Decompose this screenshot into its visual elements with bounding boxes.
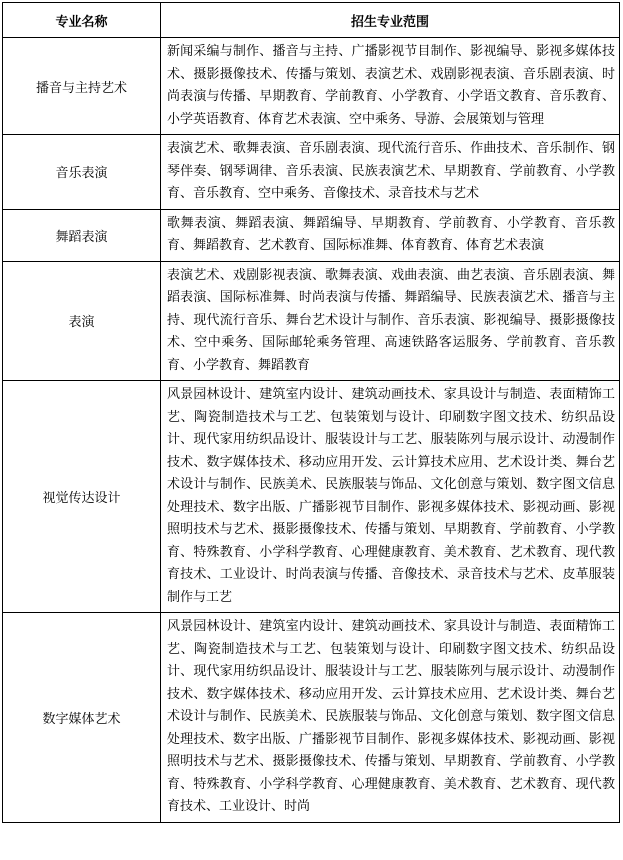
header-row xyxy=(3,3,620,38)
table-row xyxy=(3,135,620,210)
table-row xyxy=(3,38,620,135)
scope-dance-performance: 歌舞表演、舞蹈表演、舞蹈编导、早期教育、学前教育、小学教育、音乐教育、舞蹈教育、艺术教育、国际标准舞、体育教育、体育艺术表演 xyxy=(161,209,620,261)
table-row xyxy=(3,381,620,613)
major-name-dance-performance: 舞蹈表演 xyxy=(3,209,161,261)
scope-digital-media-art: 风景园林设计、建筑室内设计、建筑动画技术、家具设计与制造、表面精饰工艺、陶瓷制造技术与工艺、包装策划与设计、印刷数字图文技术、纺织品设计、现代家用纺织品设计、服装设计与工艺、服装陈列与展示设计、动漫制作技术、数字媒体技术、移动应用开发、云计算技术应用、艺术设计类、舞台艺术设计与制作、民族美术、民族服装与饰品、文化创意与策划、数字图文信息处理技术、数字出版、广播影视节目制作、影视多媒体技术、影视动画、影视照明技术与艺术、摄影摄像技术、传播与策划、早期教育、学前教育、小学教育、特殊教育、小学科学教育、心理健康教育、美术教育、艺术教育、现代教育技术、工业设计、时尚 xyxy=(161,613,620,823)
table-row xyxy=(3,613,620,823)
header-enrollment-scope: 招生专业范围 xyxy=(161,3,620,38)
table-row xyxy=(3,261,620,381)
table-row xyxy=(3,209,620,261)
scope-acting: 表演艺术、戏剧影视表演、歌舞表演、戏曲表演、曲艺表演、音乐剧表演、舞蹈表演、国际标准舞、时尚表演与传播、舞蹈编导、民族表演艺术、播音与主持、现代流行音乐、舞台艺术设计与制作、音乐表演、影视编导、摄影摄像技术、空中乘务、国际邮轮乘务管理、高速铁路客运服务、学前教育、音乐教育、小学教育、舞蹈教育 xyxy=(161,261,620,381)
major-name-visual-communication: 视觉传达设计 xyxy=(3,381,161,613)
major-name-broadcasting: 播音与主持艺术 xyxy=(3,38,161,135)
header-major-name: 专业名称 xyxy=(3,3,161,38)
scope-music-performance: 表演艺术、歌舞表演、音乐剧表演、现代流行音乐、作曲技术、音乐制作、钢琴伴奏、钢琴调律、音乐表演、民族表演艺术、早期教育、学前教育、小学教育、音乐教育、空中乘务、音像技术、录音技术与艺术 xyxy=(161,135,620,210)
major-scope-table xyxy=(2,2,620,823)
major-name-digital-media-art: 数字媒体艺术 xyxy=(3,613,161,823)
scope-broadcasting: 新闻采编与制作、播音与主持、广播影视节目制作、影视编导、影视多媒体技术、摄影摄像技术、传播与策划、表演艺术、戏剧影视表演、音乐剧表演、时尚表演与传播、早期教育、学前教育、小学教育、小学语文教育、音乐教育、小学英语教育、体育艺术表演、空中乘务、导游、会展策划与管理 xyxy=(161,38,620,135)
scope-visual-communication: 风景园林设计、建筑室内设计、建筑动画技术、家具设计与制造、表面精饰工艺、陶瓷制造技术与工艺、包装策划与设计、印刷数字图文技术、纺织品设计、现代家用纺织品设计、服装设计与工艺、服装陈列与展示设计、动漫制作技术、数字媒体技术、移动应用开发、云计算技术应用、艺术设计类、舞台艺术设计与制作、民族美术、民族服装与饰品、文化创意与策划、数字图文信息处理技术、数字出版、广播影视节目制作、影视多媒体技术、影视动画、影视照明技术与艺术、摄影摄像技术、传播与策划、早期教育、学前教育、小学教育、特殊教育、小学科学教育、心理健康教育、美术教育、艺术教育、现代教育技术、工业设计、时尚表演与传播、音像技术、录音技术与艺术、皮革服装制作与工艺 xyxy=(161,381,620,613)
major-name-acting: 表演 xyxy=(3,261,161,381)
major-name-music-performance: 音乐表演 xyxy=(3,135,161,210)
